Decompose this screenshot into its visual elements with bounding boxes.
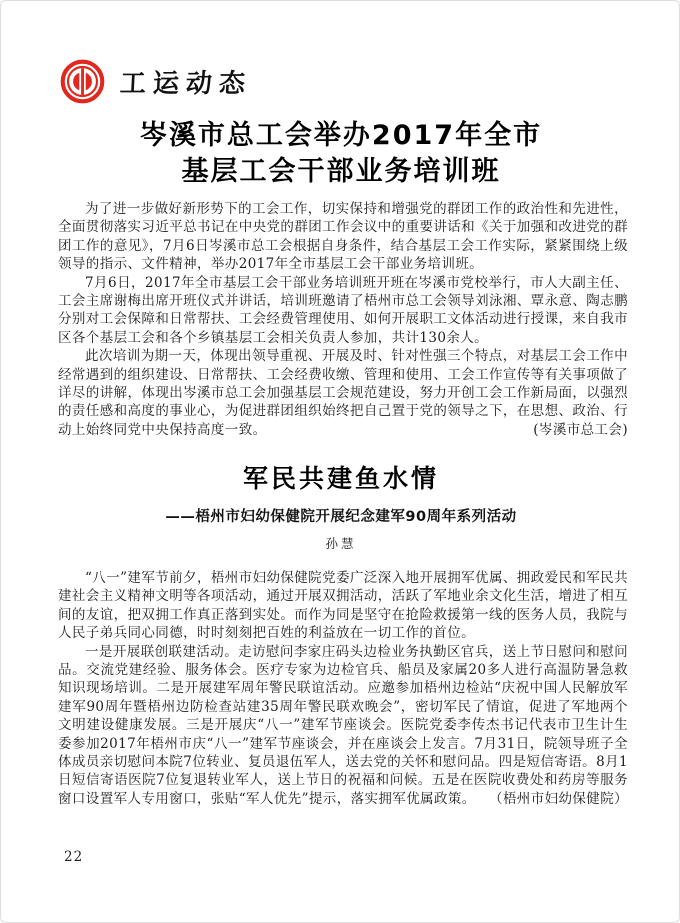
- article2-body: [58, 569, 628, 808]
- article1-title-line2: 基层工会干部业务培训班: [181, 156, 501, 187]
- article1-title-line1: 岑溪市总工会举办2017年全市: [139, 120, 543, 151]
- article1-attribution: (岑溪市总工会): [533, 421, 628, 438]
- article1-body: [58, 200, 628, 439]
- trade-union-emblem-icon: [59, 58, 106, 105]
- page-number: 22: [64, 849, 84, 865]
- article2-subtitle: ——梧州市妇幼保健院开展纪念建军90周年系列活动: [165, 509, 517, 525]
- article2-paragraph: 一是开展联创联建活动。走访慰问李家庄码头边检业务执勤区官兵，送上节日慰问和慰问品。交流党建经验、服务体会。医疗专家为边检官兵、船员及家属20多人进行高温防暑急救知识现场培训。二是开展建军周年警民联谊活动。应邀参加梧州边检站“庆祝中国人民解放军建军90周年暨梧州边防检查站建35周年警民联欢晚会”，密切军民了情谊，促进了军地两个文明建设健康发展。三是开展庆“八一”建军节座谈会。医院党委李传杰书记代表市卫生计生委参加2017年梧州市庆“八一”建军节座谈会，并在座谈会上发言。7月31日，院领导班子全体成员亲切慰问本院7位转业、复员退伍军人，送去党的关怀和慰问品。四是短信寄语。8月1日短信寄语医院7位复退转业军人，送上节日的祝福和问候。五是在医院收费处和药房等服务窗口设置军人专用窗口，张贴“军人优先”提示，落实拥军优属政策。: [58, 643, 628, 807]
- article1-paragraph: 7月6日，2017年全市基层工会干部业务培训班开班在岑溪市党校举行，市人大副主任、工会主席谢梅出席开班仪式并讲话，培训班邀请了梧州市总工会领导刘泳湘、覃永意、陶志鹏分别对工会保障和日常帮扶、工会经费管理使用、如何开展职工文体活动进行授课，来自我市区各个基层工会和各个乡镇基层工会相关负责人参加，共计130余人。: [58, 274, 628, 346]
- article2-title: 军民共建鱼水情: [242, 464, 439, 493]
- masthead: [59, 58, 252, 105]
- article2-paragraph: “八一”建军节前夕，梧州市妇幼保健院党委广泛深入地开展拥军优属、拥政爱民和军民共建社会主义精神文明等各项活动，通过开展双拥活动，活跃了军地业余文化生活，增进了相互间的友谊，把双拥工作真正落到实处。而作为同是坚守在抢险救援第一线的医务人员，我院与人民子弟兵同心同德，时时刻刻把百姓的利益放在一切工作的首位。: [58, 570, 628, 642]
- article2-author: 孙慧: [325, 536, 357, 551]
- article1-paragraph: 此次培训为期一天，体现出领导重视、开展及时、针对性强三个特点，对基层工会工作中经常遇到的组织建设、日常帮扶、工会经费收缴、管理和使用、工会工作宣传等有关事项做了详尽的讲解，体现出岑溪市总工会加强基层工会规范建设，努力开创工会工作新局面，以强烈的责任感和高度的事业心，为促进群团组织始终把自己置于党的领导之下，在思想、政治、行动上始终同党中央保持高度一致。: [58, 348, 628, 438]
- masthead-brand-title: 工运动态: [119, 69, 253, 99]
- article1-title: [1, 118, 680, 190]
- article1-paragraph: 为了进一步做好新形势下的工会工作，切实保持和增强党的群团工作的政治性和先进性，全面贯彻落实习近平总书记在中央党的群团工作会议中的重要讲话和《关于加强和改进党的群团工作的意见》，7月6日岑溪市总工会根据自身条件，结合基层工会工作实际，紧紧围绕上级领导的指示、文件精神，举办2017年全市基层工会干部业务培训班。: [58, 201, 628, 273]
- article2-attribution: （梧州市妇幼保健院）: [489, 790, 628, 807]
